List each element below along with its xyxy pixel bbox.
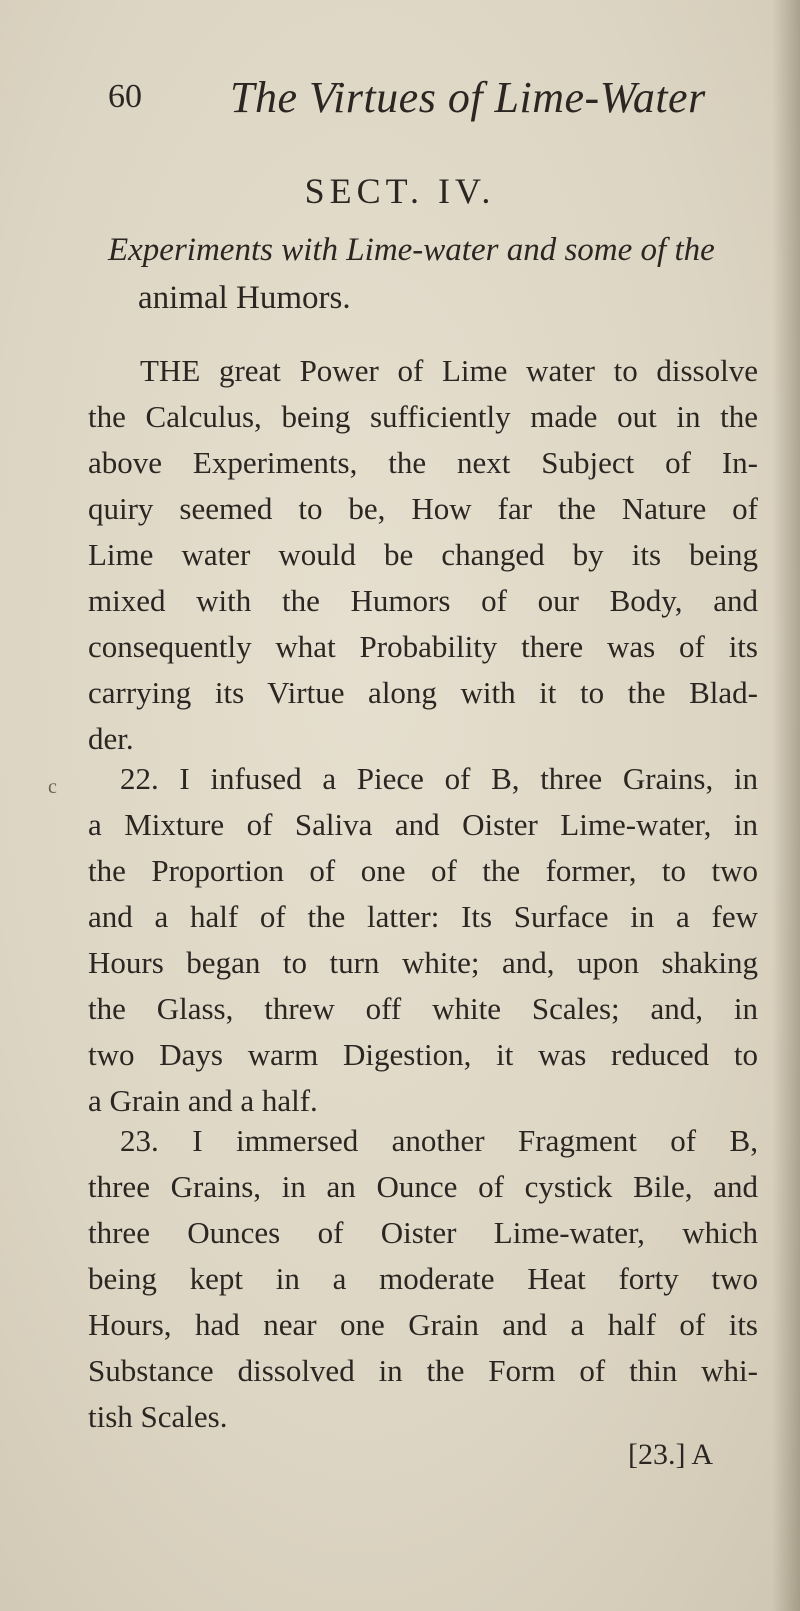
paragraph-line: THE great Power of Lime water to dissolve — [140, 353, 758, 388]
paragraph-line: mixed with the Humors of our Body, and — [88, 583, 758, 618]
paragraph-line: 23. I immersed another Fragment of B, — [120, 1123, 758, 1158]
paragraph-2 — [88, 756, 758, 1124]
paragraph-line: a Mixture of Saliva and Oister Lime-water, in — [88, 807, 758, 842]
subheading-line-1: Experiments with Lime-water and some of the — [108, 232, 715, 268]
paragraph-line: three Ounces of Oister Lime-water, which — [88, 1215, 758, 1250]
paragraph-line: der. — [88, 721, 134, 756]
running-head — [108, 72, 728, 132]
paragraph-line: Lime water would be changed by its being — [88, 537, 758, 572]
paragraph-line: 22. I infused a Piece of B, three Grains, in — [120, 761, 758, 796]
catchword: [23.] A — [628, 1438, 713, 1471]
running-title: The Virtues of Lime-Water — [230, 73, 706, 122]
paragraph-line: Substance dissolved in the Form of thin whi- — [88, 1353, 758, 1388]
page-number: 60 — [108, 78, 142, 115]
paragraph-line: the Proportion of one of the former, to two — [88, 853, 758, 888]
section-heading: SECT. IV. — [304, 171, 496, 211]
paragraph-line: carrying its Virtue along with it to the Blad- — [88, 675, 758, 710]
paragraph-line: above Experiments, the next Subject of In- — [88, 445, 758, 480]
paragraph-1 — [88, 348, 758, 762]
paragraph-line: the Calculus, being sufficiently made out in the — [88, 399, 758, 434]
page-gutter-shadow — [772, 0, 800, 1611]
section-subheading — [108, 226, 768, 322]
paragraph-line: Hours, had near one Grain and a half of its — [88, 1307, 758, 1342]
paragraph-line: and a half of the latter: Its Surface in a few — [88, 899, 758, 934]
paragraph-line: quiry seemed to be, How far the Nature of — [88, 491, 758, 526]
paragraph-line: tish Scales. — [88, 1399, 228, 1434]
paragraph-line: Hours began to turn white; and, upon shaking — [88, 945, 758, 980]
paragraph-line: the Glass, threw off white Scales; and, in — [88, 991, 758, 1026]
margin-mark: c — [48, 776, 57, 798]
subheading-line-2: animal Humors. — [138, 280, 351, 316]
paragraph-line: two Days warm Digestion, it was reduced to — [88, 1037, 758, 1072]
paragraph-line: three Grains, in an Ounce of cystick Bile, and — [88, 1169, 758, 1204]
paragraph-line: being kept in a moderate Heat forty two — [88, 1261, 758, 1296]
paragraph-line: consequently what Probability there was of its — [88, 629, 758, 664]
paragraph-line: a Grain and a half. — [88, 1083, 318, 1118]
paragraph-3 — [88, 1118, 758, 1440]
